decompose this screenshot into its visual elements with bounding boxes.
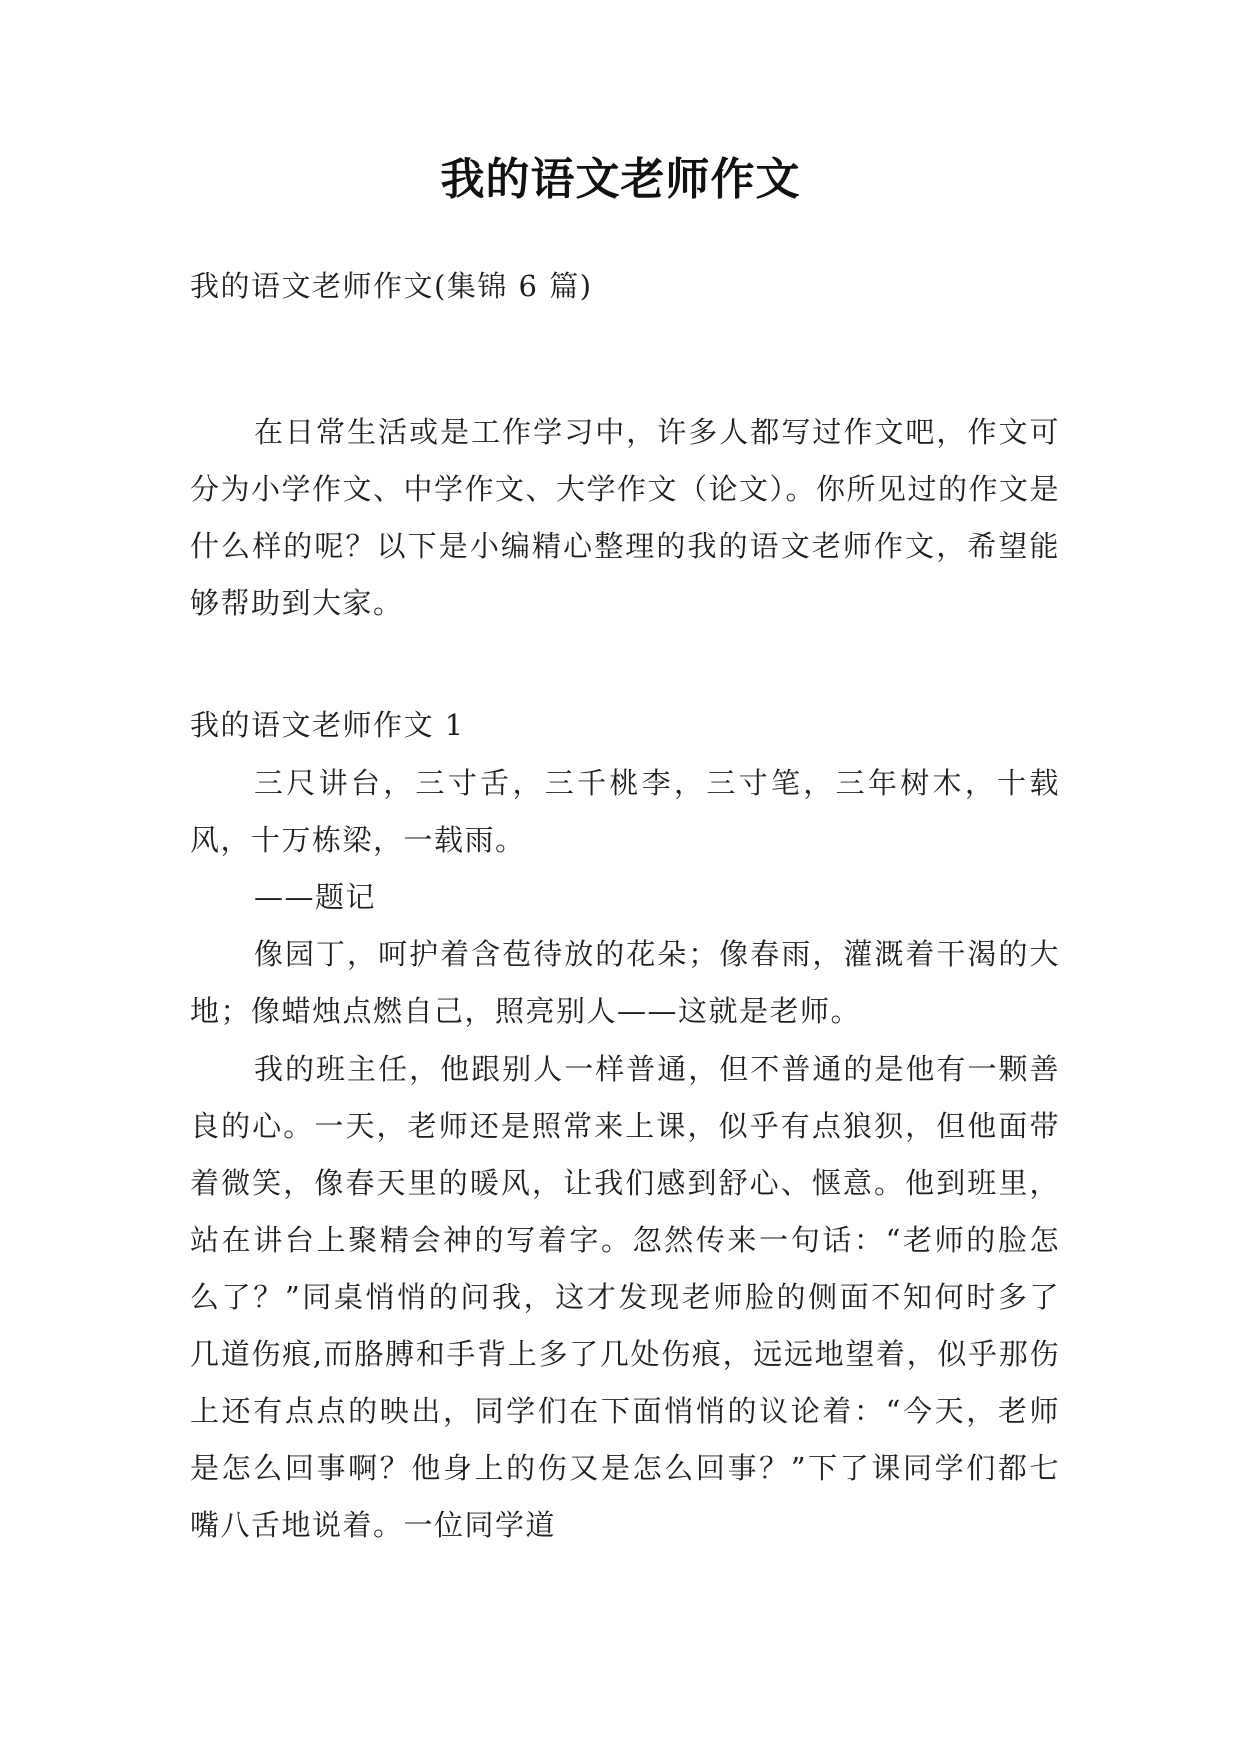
epigraph-inscription: ——题记 bbox=[254, 880, 377, 914]
collection-subtitle: 我的语文老师作文(集锦 6 篇) bbox=[190, 269, 593, 303]
document-title: 我的语文老师作文 bbox=[440, 154, 801, 205]
epigraph-poem: 三尺讲台，三寸舌，三千桃李，三寸笔，三年树木，十载风，十万栋梁，一载雨。 bbox=[190, 766, 1060, 857]
section-heading: 我的语文老师作文 1 bbox=[190, 708, 465, 742]
intro-paragraph: 在日常生活或是工作学习中，许多人都写过作文吧，作文可分为小学作文、中学作文、大学作文（论文）。你所见过的作文是什么样的呢？以下是小编精心整理的我的语文老师作文，希望能够帮助到大家。 bbox=[190, 415, 1061, 620]
paragraph-gardener: 像园丁，呵护着含苞待放的花朵；像春雨，灌溉着干渴的大地；像蜡烛点燃自己，照亮别人——这就是老师。 bbox=[190, 937, 1060, 1028]
paragraph-teacher: 我的班主任，他跟别人一样普通，但不普通的是他有一颗善良的心。一天，老师还是照常来上课，似乎有点狼狈，但他面带着微笑，像春天里的暖风，让我们感到舒心、惬意。他到班里，站在讲台上聚精会神的写着字。忽然传来一句话：“老师的脸怎么了？”同桌悄悄的问我，这才发现老师脸的侧面不知何时多了几道伤痕,而胳膊和手背上多了几处伤痕，远远地望着，似乎那伤上还有点点的映出，同学们在下面悄悄的议论着：“今天，老师是怎么回事啊？他身上的伤又是怎么回事？”下了课同学们都七嘴八舌地说着。一位同学道 bbox=[190, 1052, 1060, 1542]
